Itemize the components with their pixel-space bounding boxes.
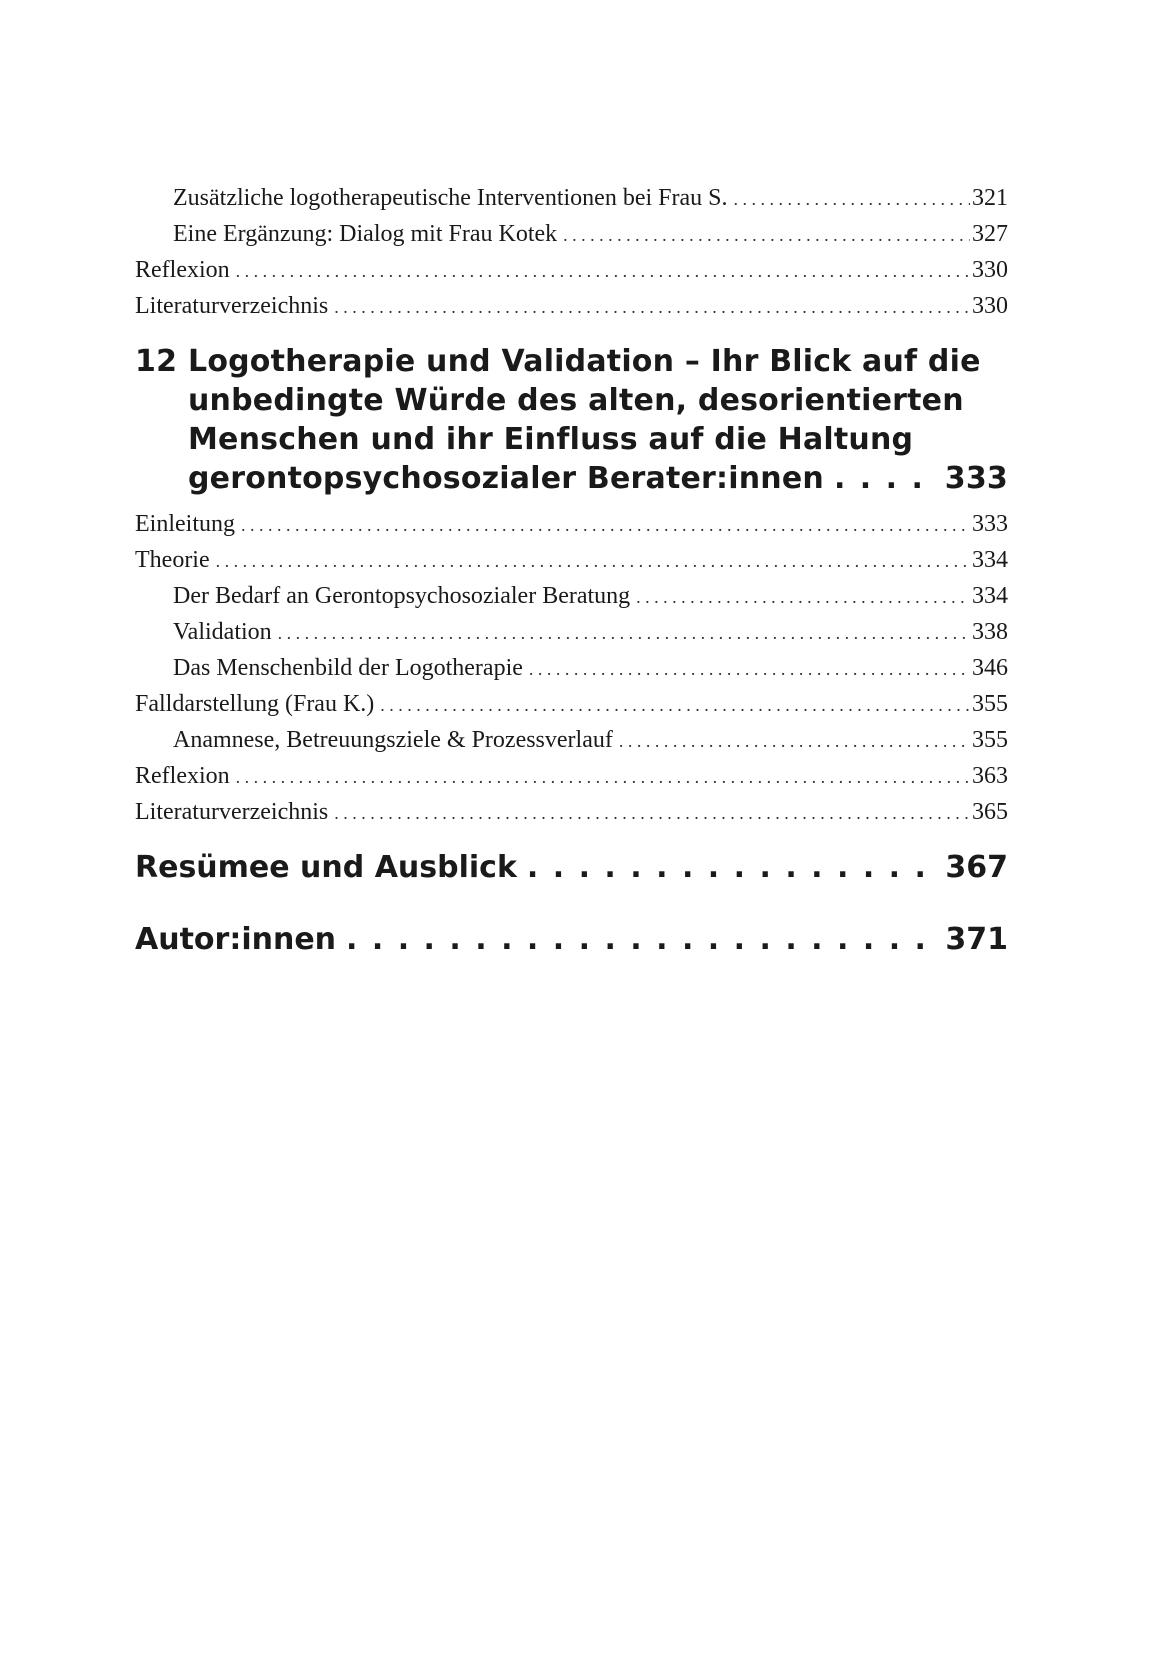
dot-leader — [236, 252, 970, 289]
dot-leader — [563, 216, 970, 253]
dot-leader — [834, 459, 931, 498]
toc-entry[interactable] — [135, 252, 1008, 288]
toc-entry-page: 327 — [972, 221, 1008, 247]
toc-entry[interactable] — [135, 542, 1008, 578]
toc-entry-page: 363 — [972, 763, 1008, 789]
toc-entry[interactable] — [135, 216, 1008, 252]
toc-entry[interactable] — [135, 614, 1008, 650]
toc-entry-label: Literaturverzeichnis — [135, 293, 329, 319]
toc-major-label: Resümee und Ausblick — [135, 850, 517, 885]
chapter-number: 12 — [135, 344, 178, 379]
dot-leader — [636, 578, 970, 615]
toc-entry[interactable] — [135, 180, 1008, 216]
toc-entry-label: Reflexion — [135, 763, 230, 789]
toc-entry-label: Literaturverzeichnis — [135, 799, 329, 825]
toc-entry[interactable] — [135, 650, 1008, 686]
toc-entry-page: 355 — [972, 691, 1008, 717]
toc-entry-label: Eine Ergänzung: Dialog mit Frau Kotek — [173, 221, 558, 247]
toc-entry-label: Anamnese, Betreuungsziele & Prozessverlauf — [173, 727, 613, 753]
toc-entry[interactable] — [135, 288, 1008, 324]
toc-entry[interactable] — [135, 722, 1008, 758]
toc-entry-page: 333 — [972, 511, 1008, 537]
toc-entry[interactable] — [135, 686, 1008, 722]
dot-leader — [346, 920, 931, 960]
toc-entry-page: 321 — [972, 185, 1008, 211]
toc-major-label: Autor:innen — [135, 922, 337, 957]
chapter-title-line — [135, 342, 1008, 381]
chapter-title-part: Menschen und ihr Einfluss auf die Haltung — [188, 422, 914, 457]
chapter-title-line — [135, 459, 1008, 498]
toc-entry-label: Einleitung — [135, 511, 235, 537]
toc-entry-page: 330 — [972, 293, 1008, 319]
dot-leader — [527, 848, 931, 888]
dot-leader — [278, 614, 970, 651]
toc-entry-page: 365 — [972, 799, 1008, 825]
toc-entry-label: Reflexion — [135, 257, 230, 283]
dot-leader — [619, 722, 970, 759]
toc-entry-label: Validation — [173, 619, 272, 645]
dot-leader — [380, 686, 970, 723]
toc-entry[interactable] — [135, 758, 1008, 794]
toc-entry-label: Das Menschenbild der Logotherapie — [173, 655, 523, 681]
toc-major-page: 371 — [945, 922, 1008, 957]
toc-major-entry[interactable] — [135, 848, 1008, 888]
toc-entry-label: Zusätzliche logotherapeutische Interventionen bei Frau S. — [173, 185, 728, 211]
toc-entry-label: Falldarstellung (Frau K.) — [135, 691, 375, 717]
toc-entry[interactable] — [135, 506, 1008, 542]
dot-leader — [216, 542, 970, 579]
toc-major-page: 367 — [945, 850, 1008, 885]
toc-entry-page: 334 — [972, 583, 1008, 609]
table-of-contents — [135, 180, 1008, 960]
chapter-page: 333 — [944, 461, 1008, 496]
dot-leader — [236, 758, 970, 795]
dot-leader — [334, 288, 970, 325]
toc-entry-page: 338 — [972, 619, 1008, 645]
chapter-title-part: Logotherapie und Validation – Ihr Blick auf die — [188, 344, 981, 379]
dot-leader — [241, 506, 970, 543]
dot-leader — [334, 794, 970, 831]
toc-entry-label: Theorie — [135, 547, 210, 573]
dot-leader — [529, 650, 970, 687]
toc-entry[interactable] — [135, 578, 1008, 614]
toc-entry-page: 355 — [972, 727, 1008, 753]
chapter-title-part: unbedingte Würde des alten, desorientierten — [188, 383, 964, 418]
chapter-title-part: gerontopsychosozialer Berater:innen — [188, 461, 824, 496]
toc-entry-page: 346 — [972, 655, 1008, 681]
dot-leader — [733, 180, 970, 217]
toc-entry-page: 330 — [972, 257, 1008, 283]
toc-major-entry[interactable] — [135, 920, 1008, 960]
chapter-heading[interactable] — [135, 342, 1008, 498]
toc-entry[interactable] — [135, 794, 1008, 830]
toc-entry-page: 334 — [972, 547, 1008, 573]
toc-entry-label: Der Bedarf an Gerontopsychosozialer Beratung — [173, 583, 631, 609]
